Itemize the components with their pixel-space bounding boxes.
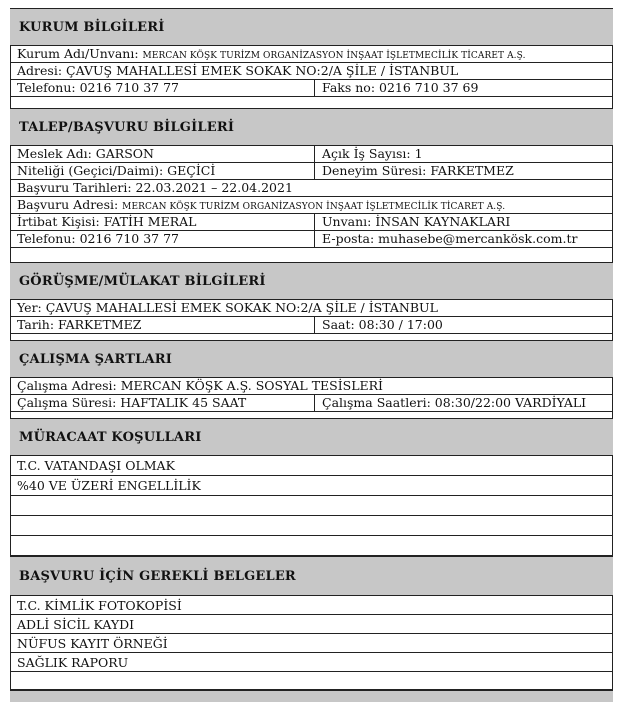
- basvuru-adresi-cell: [10, 197, 613, 213]
- kurum-telefon: Telefonu: 0216 710 37 77: [10, 80, 315, 96]
- meslek-adi: Meslek Adı: GARSON: [10, 146, 315, 162]
- kurum-ad-row: [10, 46, 613, 63]
- section-header-next: [10, 690, 613, 702]
- kurum-ad-cell: [10, 46, 613, 62]
- belge-item-row: [10, 615, 613, 634]
- kurum-faks: Faks no: 0216 710 37 69: [322, 80, 479, 95]
- basvuru-adresi-label: Başvuru Adresi:: [17, 197, 123, 212]
- section-title: BAŞVURU İÇİN GEREKLİ BELGELER: [19, 568, 296, 584]
- talep-row-6: [10, 231, 613, 248]
- kurum-tel-row: [10, 80, 613, 97]
- section-header-muracaat: [10, 418, 613, 456]
- gorusme-tarih-row: [10, 317, 613, 334]
- section-header-kurum: [10, 8, 613, 46]
- belge-item: ADLİ SİCİL KAYDI: [17, 617, 135, 632]
- belge-item-row: [10, 596, 613, 615]
- muracaat-item: T.C. VATANDAŞI OLMAK: [17, 458, 175, 473]
- empty-row: [10, 516, 613, 536]
- section-header-talep: [10, 108, 613, 146]
- section-title: TALEP/BAŞVURU BİLGİLERİ: [19, 119, 235, 135]
- kurum-adres-row: [10, 63, 613, 80]
- calisma-saatleri: Çalışma Saatleri: 08:30/22:00 VARDİYALI: [322, 395, 587, 410]
- deneyim-suresi: Deneyim Süresi: FARKETMEZ: [322, 163, 514, 178]
- section-header-calisma: [10, 340, 613, 378]
- belge-item: SAĞLIK RAPORU: [17, 655, 129, 670]
- belge-item: T.C. KİMLİK FOTOKOPİSİ: [17, 598, 182, 613]
- empty-row: [10, 672, 613, 690]
- calisma-sure-row: [10, 395, 613, 412]
- belge-item-row: [10, 653, 613, 672]
- section-title: ÇALIŞMA ŞARTLARI: [19, 351, 173, 367]
- muracaat-item: %40 VE ÜZERİ ENGELLİLİK: [17, 478, 201, 493]
- section-header-gorusme: [10, 262, 613, 300]
- section-header-belgeler: [10, 556, 613, 596]
- eposta: E-posta: muhasebe@mercankösk.com.tr: [322, 231, 578, 246]
- empty-row: [10, 496, 613, 516]
- section-title: KURUM BİLGİLERİ: [19, 19, 165, 35]
- talep-row-2: [10, 163, 613, 180]
- talep-telefon: Telefonu: 0216 710 37 77: [10, 231, 315, 247]
- basvuru-tarihleri: Başvuru Tarihleri: 22.03.2021 – 22.04.2021: [17, 180, 293, 195]
- talep-row-3: [10, 180, 613, 197]
- talep-row-4: [10, 197, 613, 214]
- muracaat-item-row: [10, 456, 613, 476]
- gorusme-yer-row: [10, 300, 613, 317]
- gorusme-saat: Saat: 08:30 / 17:00: [322, 317, 443, 332]
- talep-row-1: [10, 146, 613, 163]
- kurum-ad-label: Kurum Adı/Unvanı:: [17, 46, 143, 61]
- gorusme-tarih: Tarih: FARKETMEZ: [10, 317, 315, 333]
- belge-item-row: [10, 634, 613, 653]
- calisma-adresi: Çalışma Adresi: MERCAN KÖŞK A.Ş. SOSYAL TESİSLERİ: [17, 378, 383, 393]
- section-title: GÖRÜŞME/MÜLAKAT BİLGİLERİ: [19, 273, 266, 289]
- calisma-suresi: Çalışma Süresi: HAFTALIK 45 SAAT: [10, 395, 315, 411]
- irtibat-kisisi: İrtibat Kişisi: FATİH MERAL: [10, 214, 315, 230]
- empty-row: [10, 536, 613, 556]
- kurum-ad-value: MERCAN KÖŞK TURİZM ORGANİZASYON İNŞAAT İŞLETMECİLİK TİCARET A.Ş.: [142, 51, 526, 61]
- belge-item: NÜFUS KAYIT ÖRNEĞİ: [17, 636, 168, 651]
- muracaat-item-row: [10, 476, 613, 496]
- niteligi: Niteliği (Geçici/Daimi): GEÇİCİ: [10, 163, 315, 179]
- kurum-adres: Adresi: ÇAVUŞ MAHALLESİ EMEK SOKAK NO:2/A ŞİLE / İSTANBUL: [17, 63, 459, 78]
- acik-is-sayisi: Açık İş Sayısı: 1: [322, 146, 423, 161]
- unvani: Unvanı: İNSAN KAYNAKLARI: [322, 214, 511, 229]
- basvuru-adresi-value: MERCAN KÖŞK TURİZM ORGANİZASYON İNŞAAT İŞLETMECİLİK TİCARET A.Ş.: [122, 202, 506, 212]
- section-title: MÜRACAAT KOŞULLARI: [19, 429, 202, 445]
- gorusme-yer: Yer: ÇAVUŞ MAHALLESİ EMEK SOKAK NO:2/A ŞİLE / İSTANBUL: [17, 300, 438, 315]
- talep-row-5: [10, 214, 613, 231]
- calisma-adres-row: [10, 378, 613, 395]
